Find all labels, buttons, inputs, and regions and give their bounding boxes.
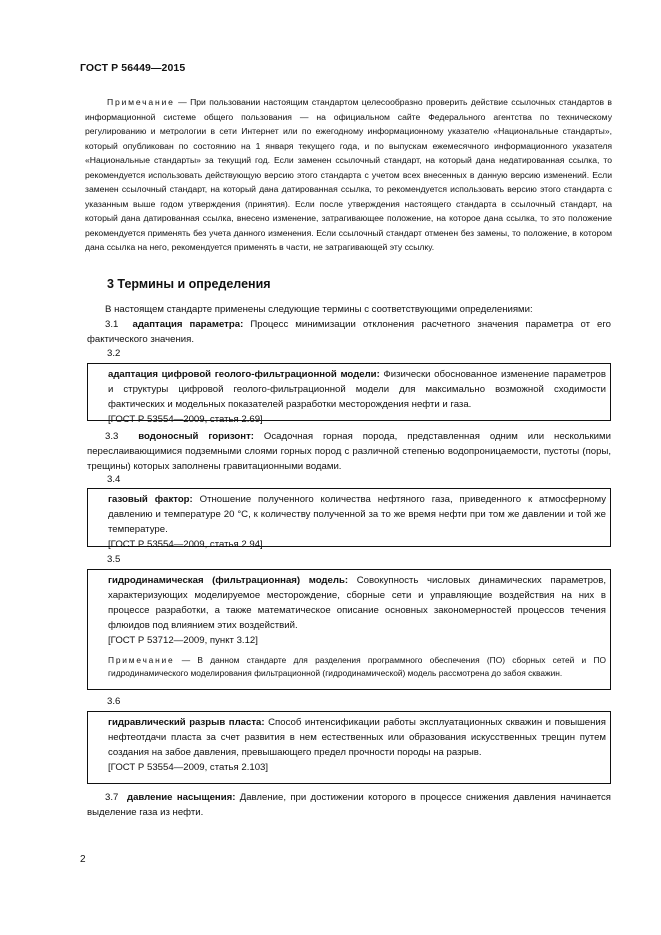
inner-note xyxy=(108,654,606,680)
term-definition: Совокупность числовых динамических параметров, характеризующих моделируемое месторождение, сборные сети и управляющие воздействия на них в процессе разработки, а также математическое описание основных закономерностей процессов течения флюидов под влиянием этих воздействий. xyxy=(108,575,607,631)
term-definition: Физически обоснованное изменение параметров и структуры цифровой геолого-фильтрационной модели для максимально возможной сходимости фактических и модельных показателей разработки месторождения нефти и газа. xyxy=(108,369,606,410)
document-header: ГОСТ Р 56449—2015 xyxy=(80,62,186,74)
term-definition: Давление, при достижении которого в процессе снижения давления начинается выделение газа из нефти. xyxy=(87,792,611,818)
term-definition: Способ интенсификации работы эксплуатационных скважин и повышения нефтеотдачи пласта за счет развития в нем естественных или образования искусственных трещин путем создания на забое давления, превышающего предел прочности породы на разрыв. xyxy=(108,717,606,758)
term-title: газовый фактор: xyxy=(108,494,193,505)
intro-paragraph: В настоящем стандарте применены следующие термины с соответствующими определениями: xyxy=(105,304,533,315)
term-title: адаптация цифровой геолого-фильтрационной модели: xyxy=(108,369,380,380)
term-reference: [ГОСТ Р 53554—2009, статья 2.103] xyxy=(108,762,269,773)
term-definition: Отношение полученного количества нефтяного газа, приведенного к атмосферному давлению и температуре 20 °С, к количеству полученной за то же время нефти при том же давлении и той же температуре. xyxy=(108,494,606,535)
term-box-3-4 xyxy=(87,488,611,550)
term-box-3-2 xyxy=(87,363,611,425)
page-number: 2 xyxy=(80,854,86,865)
term-box-3-6 xyxy=(87,711,611,784)
term-number-3-4: 3.4 xyxy=(107,474,121,485)
note-label: Примечание xyxy=(107,97,175,107)
term-definition: Осадочная горная порода, представленная одним или несколькими переслаивающимися подземными слоями горных пород с различной степенью водопроницаемости, пустоты (поры, трещины) которых заполнены гравитационными водами. xyxy=(87,431,611,472)
term-number-3-6: 3.6 xyxy=(107,696,121,707)
term-reference: [ГОСТ Р 53554—2009, статья 2.69] xyxy=(108,414,263,425)
term-title: гидравлический разрыв пласта: xyxy=(108,717,265,728)
term-title: водоносный горизонт: xyxy=(138,431,254,442)
term-definition: Процесс минимизации отклонения расчетного значения параметра от его фактического значения. xyxy=(87,319,611,345)
term-reference: [ГОСТ Р 53712—2009, пункт 3.12] xyxy=(108,635,258,646)
inner-note-text: — В данном стандарте для разделения программного обеспечения (ПО) сборных сетей и ПО гидродинамического моделирования фильтрационной (гидродинамической) модель рассмотрена до забоя скважин. xyxy=(108,655,606,678)
top-note xyxy=(85,95,612,255)
inner-note-label: Примечание xyxy=(108,655,175,665)
term-reference: [ГОСТ Р 53554—2009, статья 2.94] xyxy=(108,539,263,550)
term-number: 3.3 xyxy=(105,431,119,442)
term-title: давление насыщения: xyxy=(126,792,236,803)
term-number-3-2: 3.2 xyxy=(107,348,121,359)
term-number: 3.1 xyxy=(105,319,119,330)
section-title: 3 Термины и определения xyxy=(107,277,271,291)
term-title: гидродинамическая (фильтрационная) модель: xyxy=(108,575,349,586)
term-number-3-5: 3.5 xyxy=(107,554,121,565)
term-3-7 xyxy=(87,790,611,820)
note-text: — При пользовании настоящим стандартом целесообразно проверить действие ссылочных стандартов в информационной системе общего пользования — на официальном сайте Федерального агентства по техническому регулированию и метрологии в сети Интернет или по ежегодному информационному указателю «Национальные стандарты», который опубликован по состоянию на 1 января текущего года, и по выпускам ежемесячного информационного указателя «Национальные стандарты» за текущий год. Если заменен ссылочный стандарт, на который дана недатированная ссылка, то рекомендуется использовать действующую версию этого стандарта с учетом всех внесенных в данную версию изменений. Если заменен ссылочный стандарт, на который дана датированная ссылка, то рекомендуется использовать версию этого стандарта с указанным выше годом утверждения (принятия). Если после утверждения настоящего стандарта в ссылочный стандарт, на который дана датированная ссылка, внесено изменение, затрагивающее положение, на которое дана ссылка, то это положение рекомендуется применять без учета данного изменения. Если ссылочный стандарт отменен без замены, то положение, в котором дана ссылка на него, рекомендуется применять в части, не затрагивающей эту ссылку. xyxy=(85,97,612,252)
term-number: 3.7 xyxy=(105,792,119,803)
term-3-3 xyxy=(87,429,611,474)
term-title: адаптация параметра: xyxy=(132,319,244,330)
term-box-3-5 xyxy=(87,569,611,690)
term-3-1 xyxy=(87,317,611,347)
